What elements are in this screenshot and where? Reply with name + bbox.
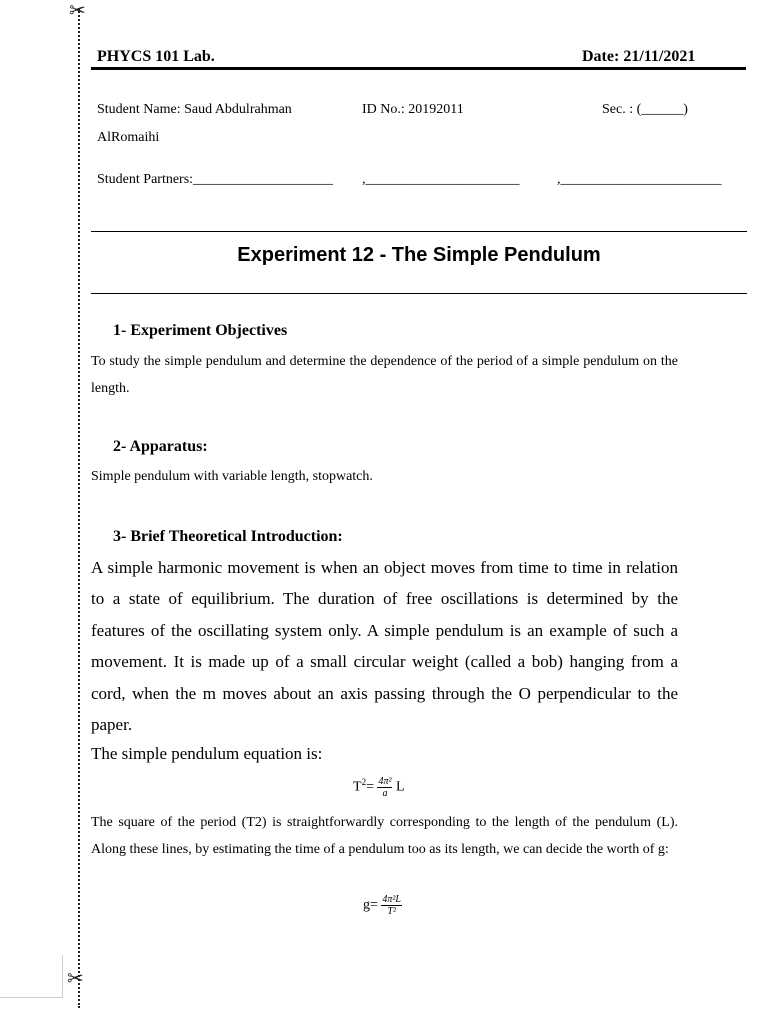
student-id: ID No.: 20192011	[362, 102, 464, 117]
scissors-icon: ✂	[69, 0, 86, 22]
theory-heading: 3- Brief Theoretical Introduction:	[113, 528, 343, 545]
experiment-title: Experiment 12 - The Simple Pendulum	[237, 244, 601, 266]
eq1-numerator: 4π²	[378, 776, 392, 787]
objectives-heading: 1- Experiment Objectives	[113, 322, 288, 339]
section-field: Sec. : (______)	[602, 102, 688, 117]
objectives-text: To study the simple pendulum and determine the dependence of the period of a simple pendulum on the length.	[91, 354, 678, 396]
eq1-lhs: T	[353, 779, 362, 795]
eq2-numerator: 4π²L	[382, 894, 401, 905]
period-equation	[353, 776, 405, 799]
cut-line	[78, 8, 80, 1008]
eq1-fraction	[377, 776, 392, 799]
eq1-rhs: L	[395, 779, 405, 795]
eq1-denominator: a	[382, 788, 388, 799]
page-corner-mark	[0, 955, 63, 998]
apparatus-text: Simple pendulum with variable length, stopwatch.	[91, 469, 373, 484]
partner-3-field: ,_______________________	[557, 172, 722, 187]
partner-2-field: ,______________________	[362, 172, 520, 187]
title-top-rule	[91, 231, 747, 232]
title-bottom-rule	[91, 293, 747, 294]
eq1-sup: 2	[361, 777, 367, 788]
header-rule	[91, 67, 746, 70]
equation-intro: The simple pendulum equation is:	[91, 744, 323, 763]
gravity-equation	[363, 894, 402, 917]
eq2-denominator: T²	[387, 906, 396, 917]
partners-label: Student Partners:____________________	[97, 172, 334, 187]
student-name-cont: AlRomaihi	[97, 130, 160, 145]
scissors-icon: ✂	[67, 966, 84, 990]
relation-paragraph: The square of the period (T2) is straightforwardly corresponding to the length of the pendulum (L). Along these lines, by estimating the time of a pendulum too as its length, we can decide the worth of g:	[91, 815, 678, 857]
theory-paragraph: A simple harmonic movement is when an object moves from time to time in relation to a state of equilibrium. The duration of free oscillations is determined by the features of the oscillating system only. A simple pendulum is an example of such a movement. It is made up of a small circular weight (called a bob) hanging from a cord, when the m moves about an axis passing through the O perpendicular to the paper.	[91, 558, 678, 735]
course-title: PHYCS 101 Lab.	[97, 48, 215, 65]
student-name: Student Name: Saud Abdulrahman	[97, 102, 292, 117]
eq2-fraction	[381, 894, 402, 917]
report-date: Date: 21/11/2021	[582, 48, 696, 65]
eq2-lhs: g=	[363, 897, 378, 913]
eq1-equals: =	[366, 779, 374, 795]
apparatus-heading: 2- Apparatus:	[113, 438, 208, 455]
